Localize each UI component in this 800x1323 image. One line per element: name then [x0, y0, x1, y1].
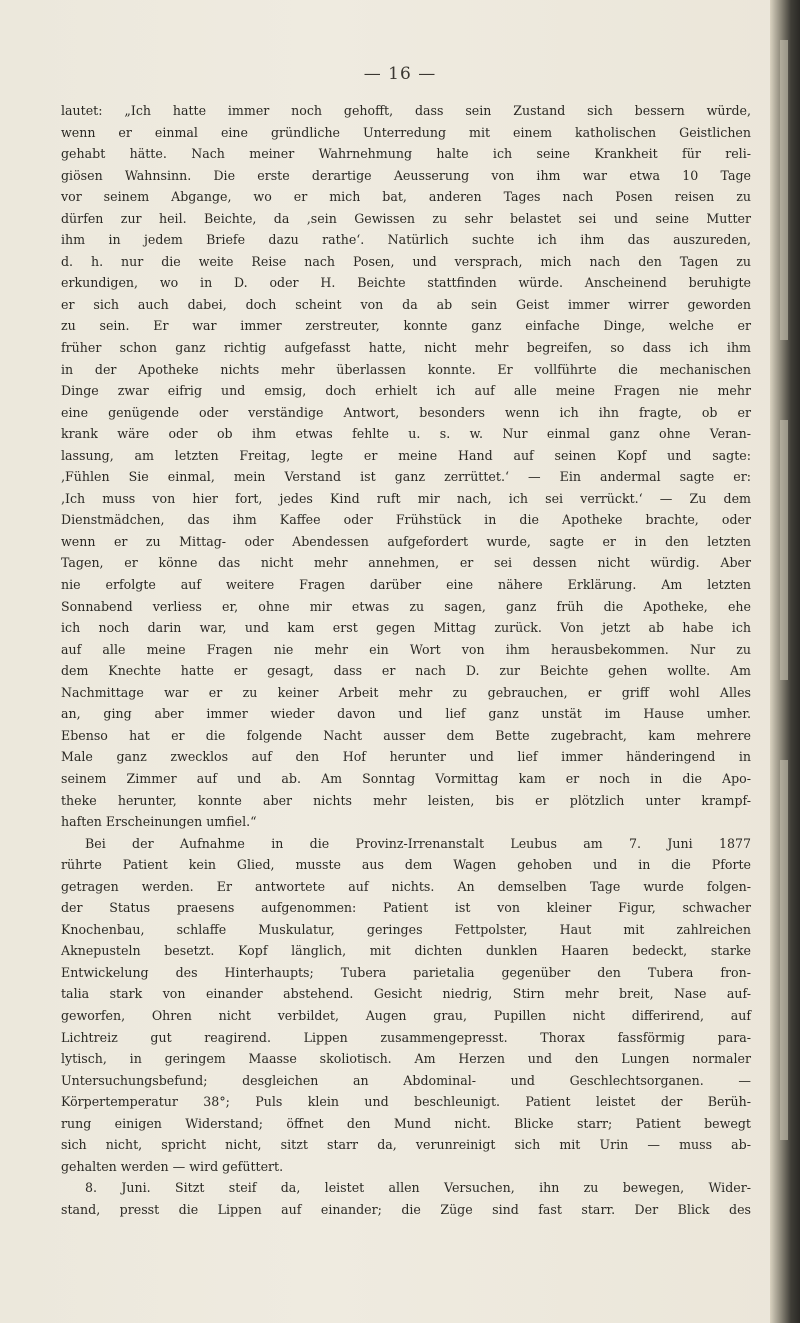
- text-line: talia stark von einander abstehend. Gesicht niedrig, Stirn mehr breit, Nase auf-: [61, 986, 751, 1002]
- text-line: rung einigen Widerstand; öffnet den Mund nicht. Blicke starr; Patient bewegt: [61, 1115, 751, 1131]
- text-line: Nachmittage war er zu keiner Arbeit mehr zu gebrauchen, er griff wohl Alles: [61, 684, 751, 700]
- text-line: Bei der Aufnahme in die Provinz-Irrenanstalt Leubus am 7. Juni 1877: [85, 835, 751, 851]
- text-line: rührte Patient kein Glied, musste aus dem Wagen gehoben und in die Pforte: [61, 857, 751, 873]
- text-line: Dinge zwar eifrig und emsig, doch erhielt ich auf alle meine Fragen nie mehr: [61, 383, 751, 399]
- text-line: zu sein. Er war immer zerstreuter, konnte ganz einfache Dinge, welche er: [61, 318, 751, 334]
- text-line: Dienstmädchen, das ihm Kaffee oder Frühstück in die Apotheke brachte, oder: [61, 512, 751, 528]
- text-line: geworfen, Ohren nicht verbildet, Augen grau, Pupillen nicht differirend, auf: [61, 1007, 751, 1023]
- text-line: giösen Wahnsinn. Die erste derartige Aeusserung von ihm war etwa 10 Tage: [61, 167, 751, 183]
- text-line: der Status praesens aufgenommen: Patient ist von kleiner Figur, schwacher: [61, 900, 751, 916]
- text-line: getragen werden. Er antwortete auf nichts. An demselben Tage wurde folgen-: [61, 878, 751, 894]
- text-line: stand, presst die Lippen auf einander; die Züge sind fast starr. Der Blick des: [61, 1201, 751, 1217]
- text-line: in der Apotheke nichts mehr überlassen konnte. Er vollführte die mechanischen: [61, 361, 751, 377]
- text-line: Ebenso hat er die folgende Nacht ausser dem Bette zugebracht, kam mehrere: [61, 727, 751, 743]
- text-line: theke herunter, konnte aber nichts mehr leisten, bis er plötzlich unter krampf-: [61, 792, 751, 808]
- text-line: dem Knechte hatte er gesagt, dass er nach D. zur Beichte gehen wollte. Am: [61, 663, 751, 679]
- text-line: sich nicht, spricht nicht, sitzt starr da, verunreinigt sich mit Urin — muss ab-: [61, 1137, 751, 1153]
- text-line: nie erfolgte auf weitere Fragen darüber eine nähere Erklärung. Am letzten: [61, 577, 751, 593]
- text-line: ihm in jedem Briefe dazu rathe‘. Natürlich suchte ich ihm das auszureden,: [61, 232, 751, 248]
- text-line: Sonnabend verliess er, ohne mir etwas zu sagen, ganz früh die Apotheke, ehe: [61, 598, 751, 614]
- text-line: Körpertemperatur 38°; Puls klein und beschleunigt. Patient leistet der Berüh-: [61, 1094, 751, 1110]
- text-line: auf alle meine Fragen nie mehr ein Wort von ihm herausbekommen. Nur zu: [61, 641, 751, 657]
- text-line: erkundigen, wo in D. oder H. Beichte stattfinden würde. Anscheinend beruhigte: [61, 275, 751, 291]
- book-binding-edge: [770, 0, 800, 1323]
- text-line: eine genügende oder verständige Antwort, besonders wenn ich ihn fragte, ob er: [61, 404, 751, 420]
- text-line: 8. Juni. Sitzt steif da, leistet allen Versuchen, ihn zu bewegen, Wider-: [85, 1180, 751, 1196]
- text-line: Lichtreiz gut reagirend. Lippen zusammengepresst. Thorax fassförmig para-: [61, 1029, 751, 1045]
- text-line: wenn er zu Mittag- oder Abendessen aufgefordert wurde, sagte er in den letzten: [61, 533, 751, 549]
- text-line: haften Erscheinungen umfiel.“: [61, 814, 257, 830]
- text-line: Tagen, er könne das nicht mehr annehmen, er sei dessen nicht würdig. Aber: [61, 555, 751, 571]
- text-line: gehalten werden — wird gefüttert.: [61, 1158, 284, 1174]
- text-line: ich noch darin war, und kam erst gegen Mittag zurück. Von jetzt ab habe ich: [61, 620, 751, 636]
- text-line: er sich auch dabei, doch scheint von da ab sein Geist immer wirrer geworden: [61, 296, 751, 312]
- text-line: dürfen zur heil. Beichte, da ‚sein Gewissen zu sehr belastet sei und seine Mutter: [61, 210, 751, 226]
- text-line: Aknepusteln besetzt. Kopf länglich, mit dichten dunklen Haaren bedeckt, starke: [61, 943, 751, 959]
- page-number: — 16 —: [363, 64, 437, 84]
- text-line: wenn er einmal eine gründliche Unterredung mit einem katholischen Geistlichen: [61, 124, 751, 140]
- text-line: gehabt hätte. Nach meiner Wahrnehmung halte ich seine Krankheit für reli-: [61, 146, 751, 162]
- text-line: vor seinem Abgange, wo er mich bat, anderen Tages nach Posen reisen zu: [61, 189, 751, 205]
- text-line: seinem Zimmer auf und ab. Am Sonntag Vormittag kam er noch in die Apo-: [61, 770, 751, 786]
- text-line: d. h. nur die weite Reise nach Posen, und versprach, mich nach den Tagen zu: [61, 253, 751, 269]
- text-line: lautet: „Ich hatte immer noch gehofft, dass sein Zustand sich bessern würde,: [61, 103, 751, 118]
- text-line: Knochenbau, schlaffe Muskulatur, geringes Fettpolster, Haut mit zahlreichen: [61, 921, 751, 937]
- text-line: früher schon ganz richtig aufgefasst hatte, nicht mehr begreifen, so dass ich ihm: [61, 340, 751, 356]
- text-line: Untersuchungsbefund; desgleichen an Abdominal- und Geschlechtsorganen. —: [61, 1072, 751, 1088]
- text-line: lytisch, in geringem Maasse skoliotisch. Am Herzen und den Lungen normaler: [61, 1051, 751, 1067]
- text-line: ‚Fühlen Sie einmal, mein Verstand ist ganz zerrüttet.‘ — Ein andermal sagte er:: [61, 469, 751, 485]
- body-text: [61, 100, 751, 1220]
- text-line: an, ging aber immer wieder davon und lief ganz unstät im Hause umher.: [61, 706, 751, 722]
- text-line: Entwickelung des Hinterhaupts; Tubera parietalia gegenüber den Tubera fron-: [61, 964, 751, 980]
- text-line: ‚Ich muss von hier fort, jedes Kind ruft mir nach, ich sei verrückt.‘ — Zu dem: [61, 490, 751, 506]
- text-line: Male ganz zwecklos auf den Hof herunter und lief immer händeringend in: [61, 749, 751, 765]
- text-line: lassung, am letzten Freitag, legte er meine Hand auf seinen Kopf und sagte:: [61, 447, 751, 463]
- text-line: krank wäre oder ob ihm etwas fehlte u. s. w. Nur einmal ganz ohne Veran-: [61, 426, 751, 442]
